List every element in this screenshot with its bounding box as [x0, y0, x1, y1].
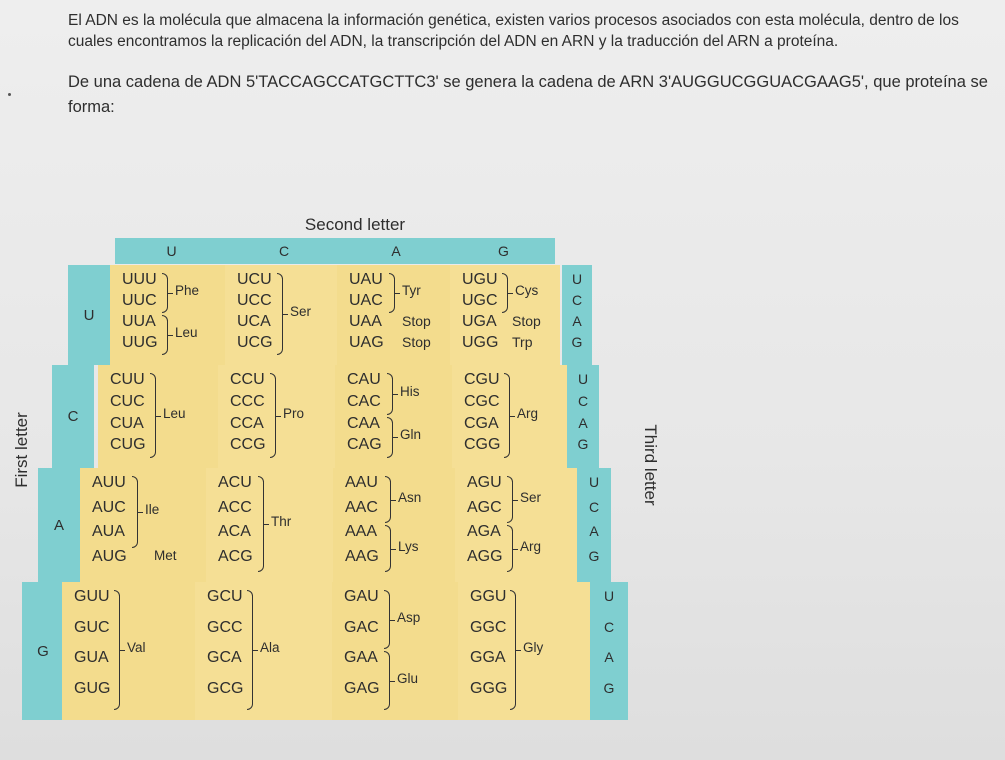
codon: GUU	[74, 588, 110, 605]
codon: GAG	[344, 679, 380, 697]
amino-acid-label: Tyr	[402, 283, 421, 298]
codon: CCC	[230, 392, 265, 410]
amino-acid-label: Ser	[290, 304, 312, 319]
amino-acid-label: Cys	[515, 283, 539, 298]
codon: AGC	[467, 498, 502, 516]
codon: UCU	[237, 271, 272, 288]
third-letter-g: G	[571, 334, 583, 350]
amino-acid-label: Leu	[163, 405, 186, 421]
amino-acid-label: Met	[154, 547, 177, 563]
third-letter-c: C	[603, 618, 615, 635]
codon: UGU	[462, 271, 498, 288]
amino-acid-label: Asn	[398, 489, 422, 505]
codon: ACG	[218, 547, 253, 565]
codon: GCA	[207, 649, 242, 666]
first-letter-c: C	[52, 365, 94, 468]
codon: UUA	[122, 313, 156, 330]
codon: UUC	[122, 292, 157, 309]
amino-acid-label: Arg	[520, 538, 542, 554]
bracket	[114, 590, 120, 710]
codon: GGU	[470, 588, 507, 605]
bracket	[507, 525, 513, 572]
codon: UGA	[462, 313, 497, 330]
codon: CAA	[347, 414, 380, 432]
amino-acid-label: Pro	[283, 405, 305, 421]
codon: GGC	[470, 618, 507, 636]
bracket	[504, 373, 510, 458]
codon: AGU	[467, 474, 502, 491]
amino-acid-label: Thr	[271, 514, 292, 529]
third-letter-column-u	[562, 265, 592, 365]
codon: ACA	[218, 523, 251, 540]
codon: CAG	[347, 436, 382, 454]
second-letter-title: Second letter	[304, 215, 406, 234]
bracket	[510, 590, 516, 710]
bracket	[385, 476, 391, 523]
second-letter-header-g: G	[452, 238, 555, 264]
amino-acid-label: Leu	[175, 325, 198, 340]
codon: CGC	[464, 392, 500, 410]
codon: ACU	[218, 474, 252, 491]
codon: AGA	[467, 523, 501, 540]
codon: UAU	[349, 271, 383, 288]
codon: GCC	[207, 618, 243, 636]
third-letter-u: U	[577, 371, 589, 387]
third-letter-column-g	[590, 582, 628, 720]
codon: CCG	[230, 436, 266, 454]
bracket	[507, 476, 513, 523]
codon: AUU	[92, 474, 126, 491]
codon: CCU	[230, 371, 265, 388]
bracket	[277, 273, 283, 355]
amino-acid-label: Lys	[398, 538, 419, 554]
second-letter-header-c: C	[228, 238, 340, 264]
second-letter-header-u: U	[115, 238, 228, 264]
amino-acid-label: Ile	[145, 501, 160, 517]
amino-acid-label: Ser	[520, 489, 542, 505]
amino-acid-label: Asp	[397, 609, 421, 625]
second-letter-header-a: A	[340, 238, 452, 264]
first-letter-a: A	[38, 468, 80, 582]
bracket	[132, 476, 138, 548]
codon: CCA	[230, 414, 264, 432]
codon: UAA	[349, 313, 382, 330]
amino-acid-label: Glu	[397, 670, 419, 686]
first-letter-g: G	[22, 582, 64, 720]
third-letter-c: C	[577, 392, 589, 409]
codon: AAG	[345, 547, 379, 565]
amino-acid-label: Gln	[400, 427, 422, 443]
codon: GAC	[344, 618, 379, 636]
codon: GAU	[344, 588, 379, 605]
bracket	[387, 417, 393, 459]
codon: GCG	[207, 679, 244, 697]
first-letter-u: U	[68, 265, 110, 365]
third-letter-g: G	[588, 547, 600, 564]
third-letter-c: C	[571, 292, 583, 308]
codon: UUG	[122, 334, 158, 351]
amino-acid-label: Stop	[402, 313, 431, 329]
amino-acid-label: Stop	[512, 313, 541, 329]
codon: UCG	[237, 334, 273, 351]
bracket	[270, 373, 276, 458]
first-letter-title: First letter	[12, 412, 31, 488]
third-letter-g: G	[603, 679, 615, 696]
codon: CUC	[110, 392, 145, 410]
codon: GCU	[207, 588, 243, 605]
bracket	[384, 651, 390, 710]
third-letter-g: G	[577, 436, 589, 453]
codon: UUU	[122, 271, 157, 288]
codon: GUA	[74, 649, 109, 666]
amino-acid-label: Stop	[402, 334, 431, 350]
amino-acid-label: Val	[127, 640, 146, 655]
third-letter-a: A	[604, 649, 614, 665]
bracket	[150, 373, 156, 458]
codon: CUA	[110, 414, 144, 432]
codon: CGG	[464, 436, 501, 454]
codon: CAC	[347, 392, 381, 410]
third-letter-title: Third letter	[641, 424, 660, 506]
amino-acid-label: His	[400, 383, 420, 399]
bracket	[247, 590, 253, 710]
bracket	[258, 476, 264, 572]
codon: CGA	[464, 414, 499, 432]
codon: GGG	[470, 679, 508, 697]
bracket	[384, 590, 390, 649]
third-letter-u: U	[588, 474, 600, 490]
codon: AAA	[345, 523, 378, 540]
amino-acid-label: Arg	[517, 405, 539, 421]
codon: UAC	[349, 292, 383, 309]
third-letter-column-c	[567, 365, 599, 468]
codon: GUG	[74, 679, 111, 697]
codon: AAU	[345, 474, 378, 491]
third-letter-column-a	[577, 468, 611, 582]
codon: CGU	[464, 371, 500, 388]
third-letter-a: A	[578, 414, 588, 431]
third-letter-c: C	[588, 498, 600, 515]
codon: UGG	[462, 334, 499, 351]
codon: AGG	[467, 547, 503, 565]
bracket	[387, 373, 393, 415]
codon: UCA	[237, 313, 271, 330]
amino-acid-label: Phe	[175, 283, 200, 298]
third-letter-a: A	[572, 313, 582, 329]
codon: UAG	[349, 334, 384, 351]
third-letter-a: A	[589, 523, 599, 539]
codon: CUU	[110, 371, 145, 388]
bracket	[502, 273, 508, 313]
codon: CUG	[110, 436, 146, 454]
third-letter-u: U	[603, 588, 615, 604]
bracket	[162, 273, 168, 313]
codon: UGC	[462, 292, 498, 309]
bracket	[162, 315, 168, 355]
question-paragraph-2: De una cadena de ADN 5'TACCAGCCATGCTTC3' se genera la cadena de ARN 3'AUGGUCGGUACGAAG5', que proteína se forma:	[68, 73, 988, 116]
bracket	[389, 273, 395, 313]
amino-acid-label: Trp	[512, 334, 533, 350]
codon: AAC	[345, 498, 378, 516]
codon: UCC	[237, 292, 272, 309]
codon: GUC	[74, 618, 110, 636]
codon: ACC	[218, 498, 252, 516]
codon: GGA	[470, 649, 506, 666]
amino-acid-label: Gly	[523, 640, 544, 655]
codon: GAA	[344, 649, 378, 666]
codon: AUA	[92, 523, 125, 540]
codon: CAU	[347, 371, 381, 388]
amino-acid-label: Ala	[260, 640, 280, 655]
question-paragraph-1: El ADN es la molécula que almacena la información genética, existen varios procesos asociados con esta molécula, dentro de los cuales encontramos la replicación del ADN, la transcripción del ADN en ARN y la traducción del ARN a proteína.	[68, 12, 959, 50]
codon: AUC	[92, 498, 126, 516]
bracket	[385, 525, 391, 572]
third-letter-u: U	[571, 271, 583, 287]
codon: AUG	[92, 547, 127, 565]
